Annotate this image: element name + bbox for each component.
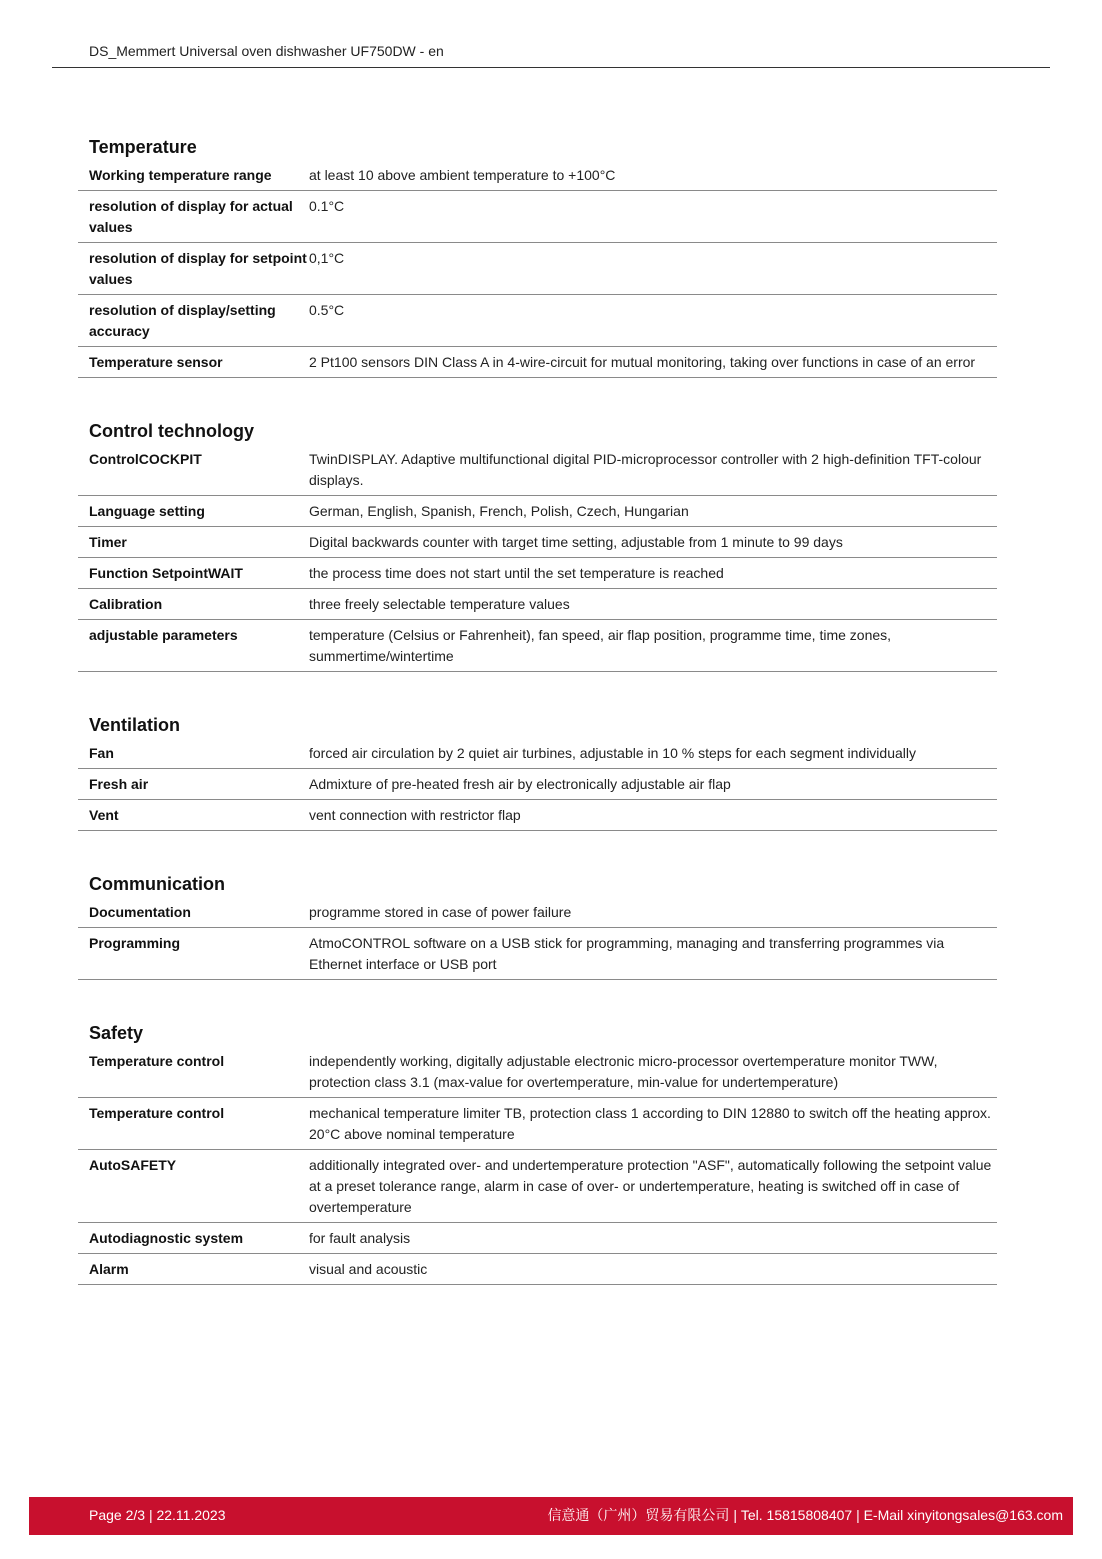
spec-value: Digital backwards counter with target time setting, adjustable from 1 minute to 99 days bbox=[309, 534, 843, 550]
spec-row bbox=[78, 243, 997, 295]
spec-value: vent connection with restrictor flap bbox=[309, 807, 521, 823]
spec-row bbox=[78, 928, 997, 980]
spec-section bbox=[78, 1020, 997, 1285]
spec-label: Temperature control bbox=[89, 1105, 225, 1121]
spec-label: resolution of display for setpoint values bbox=[89, 250, 307, 287]
spec-label: Function SetpointWAIT bbox=[89, 565, 243, 581]
spec-section bbox=[78, 134, 997, 378]
spec-label: Working temperature range bbox=[89, 167, 272, 183]
spec-row bbox=[78, 589, 997, 620]
page-footer bbox=[29, 1497, 1073, 1535]
spec-label: Temperature control bbox=[89, 1053, 225, 1069]
spec-value: 0,1°C bbox=[309, 250, 345, 266]
spec-row bbox=[78, 160, 997, 191]
spec-value: Admixture of pre-heated fresh air by electronically adjustable air flap bbox=[309, 776, 731, 792]
spec-value: AtmoCONTROL software on a USB stick for programming, managing and transferring programmes via Ethernet interface or USB port bbox=[309, 935, 945, 972]
spec-row bbox=[78, 295, 997, 347]
section-title: Communication bbox=[89, 874, 226, 894]
section-title: Safety bbox=[89, 1023, 144, 1043]
spec-value: visual and acoustic bbox=[309, 1261, 428, 1277]
spec-content bbox=[78, 134, 997, 1285]
spec-section bbox=[78, 418, 997, 672]
spec-label: ControlCOCKPIT bbox=[89, 451, 202, 467]
spec-row bbox=[78, 1254, 997, 1285]
spec-label: Autodiagnostic system bbox=[89, 1230, 244, 1246]
spec-row bbox=[78, 897, 997, 928]
spec-label: AutoSAFETY bbox=[89, 1157, 177, 1173]
spec-value: forced air circulation by 2 quiet air turbines, adjustable in 10 % steps for each segment individually bbox=[309, 745, 916, 761]
spec-value: additionally integrated over- and undertemperature protection "ASF", automatically following the setpoint value at a preset tolerance range, alarm in case of over- or undertemperature, heating is switched off in case of overtemperature bbox=[309, 1157, 992, 1215]
spec-value: TwinDISPLAY. Adaptive multifunctional digital PID-microprocessor controller with 2 high-definition TFT-colour displays. bbox=[309, 451, 982, 488]
spec-row bbox=[78, 1223, 997, 1254]
section-title: Control technology bbox=[89, 421, 254, 441]
spec-row bbox=[78, 191, 997, 243]
section-spacer bbox=[78, 378, 997, 418]
spec-label: Fresh air bbox=[89, 776, 149, 792]
spec-row bbox=[78, 444, 997, 496]
spec-label: Programming bbox=[89, 935, 181, 951]
spec-label: Fan bbox=[89, 745, 114, 761]
spec-value: independently working, digitally adjustable electronic micro-processor overtemperature monitor TWW, protection class 3.1 (max-value for overtemperature, min-value for undertemperature) bbox=[309, 1053, 938, 1090]
spec-label: Vent bbox=[89, 807, 119, 823]
spec-value: mechanical temperature limiter TB, protection class 1 according to DIN 12880 to switch off the heating approx. 20°C above nominal temperature bbox=[309, 1105, 991, 1142]
section-spacer bbox=[78, 980, 997, 1020]
spec-section bbox=[78, 712, 997, 831]
spec-value: at least 10 above ambient temperature to +100°C bbox=[309, 167, 616, 183]
spec-label: Alarm bbox=[89, 1261, 129, 1277]
spec-row bbox=[78, 496, 997, 527]
spec-value: temperature (Celsius or Fahrenheit), fan speed, air flap position, programme time, time zones, summertime/wintertime bbox=[309, 627, 892, 664]
spec-value: 0.1°C bbox=[309, 198, 345, 214]
spec-value: 2 Pt100 sensors DIN Class A in 4-wire-circuit for mutual monitoring, taking over functions in case of an error bbox=[309, 354, 976, 370]
spec-label: Timer bbox=[89, 534, 127, 550]
spec-label: Temperature sensor bbox=[89, 354, 223, 370]
document-header-title: DS_Memmert Universal oven dishwasher UF750DW - en bbox=[89, 43, 444, 59]
spec-label: Documentation bbox=[89, 904, 191, 920]
spec-label: Language setting bbox=[89, 503, 205, 519]
spec-row bbox=[78, 800, 997, 831]
spec-label: adjustable parameters bbox=[89, 627, 238, 643]
header-divider bbox=[52, 67, 1050, 68]
spec-label: Calibration bbox=[89, 596, 163, 612]
spec-value: for fault analysis bbox=[309, 1230, 411, 1246]
spec-label: resolution of display for actual values bbox=[89, 198, 293, 235]
footer-contact: 信意通（广州）贸易有限公司 | Tel. 15815808407 | E-Mail xinyitongsales@163.com bbox=[547, 1507, 1063, 1523]
spec-row bbox=[78, 1098, 997, 1150]
spec-row bbox=[78, 738, 997, 769]
spec-row bbox=[78, 620, 997, 672]
spec-row bbox=[78, 769, 997, 800]
section-spacer bbox=[78, 672, 997, 712]
spec-row bbox=[78, 1046, 997, 1098]
spec-value: three freely selectable temperature values bbox=[309, 596, 570, 612]
section-spacer bbox=[78, 831, 997, 871]
section-title: Temperature bbox=[89, 137, 197, 157]
spec-value: 0.5°C bbox=[309, 302, 345, 318]
spec-label: resolution of display/setting accuracy bbox=[89, 302, 276, 339]
section-title: Ventilation bbox=[89, 715, 181, 735]
spec-value: German, English, Spanish, French, Polish, Czech, Hungarian bbox=[309, 503, 689, 519]
spec-value: the process time does not start until the set temperature is reached bbox=[309, 565, 724, 581]
spec-row bbox=[78, 558, 997, 589]
spec-row bbox=[78, 527, 997, 558]
spec-value: programme stored in case of power failure bbox=[309, 904, 572, 920]
footer-page-info: Page 2/3 | 22.11.2023 bbox=[89, 1507, 226, 1523]
spec-section bbox=[78, 871, 997, 980]
spec-row bbox=[78, 1150, 997, 1223]
spec-row bbox=[78, 347, 997, 378]
